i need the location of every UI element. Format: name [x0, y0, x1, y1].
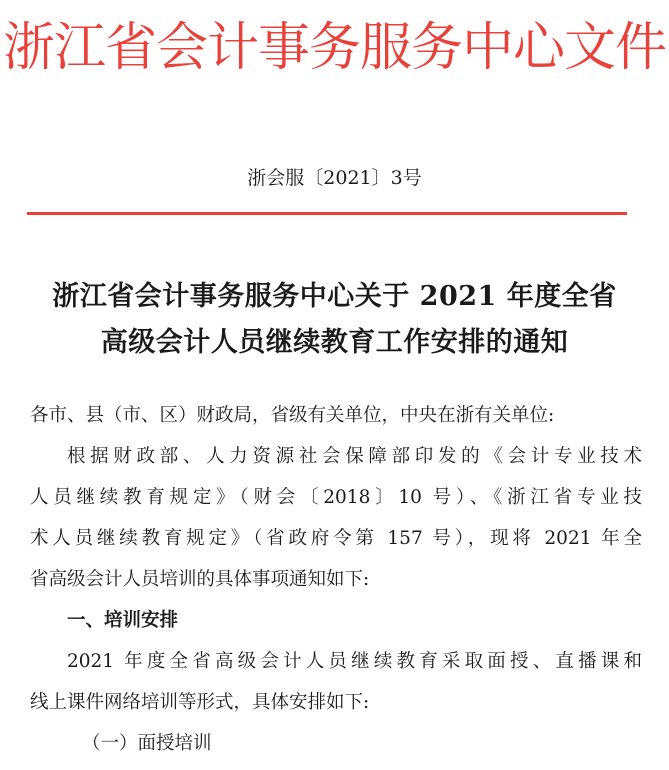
header-divider: [27, 212, 627, 215]
document-body: [30, 395, 642, 764]
notice-title-line-2: 高级会计人员继续教育工作安排的通知: [100, 327, 569, 358]
section-heading-1: 一、培训安排: [67, 610, 179, 631]
document-header-title: 浙江省会计事务服务中心文件: [2, 18, 666, 78]
notice-title: [30, 274, 639, 366]
salutation: 各市、县（市、区）财政局，省级有关单位，中央在浙有关单位:: [30, 405, 555, 426]
paragraph-2: [30, 641, 642, 723]
paragraph-1-line: 省高级会计人员培训的具体事项通知如下:: [30, 569, 370, 590]
paragraph-1-line: 根据财政部、人力资源社会保障部印发的《会计专业技术: [67, 446, 642, 467]
subsection-heading-1: （一）面授培训: [82, 733, 212, 754]
document-number: 浙会服〔2021〕3号: [247, 167, 422, 189]
paragraph-1-line: 人员继续教育规定》（财会〔2018〕10 号）、《浙江省专业技: [30, 487, 642, 508]
paragraph-2-line: 线上课件网络培训等形式，具体安排如下:: [30, 692, 370, 713]
notice-title-line-1: 浙江省会计事务服务中心关于 2021 年度全省: [52, 281, 617, 312]
paragraph-1-line: 术人员继续教育规定》（省政府令第 157 号），现将 2021 年全: [30, 528, 642, 549]
paragraph-1: [30, 436, 642, 600]
paragraph-2-line: 2021 年度全省高级会计人员继续教育采取面授、直播课和: [67, 651, 642, 672]
